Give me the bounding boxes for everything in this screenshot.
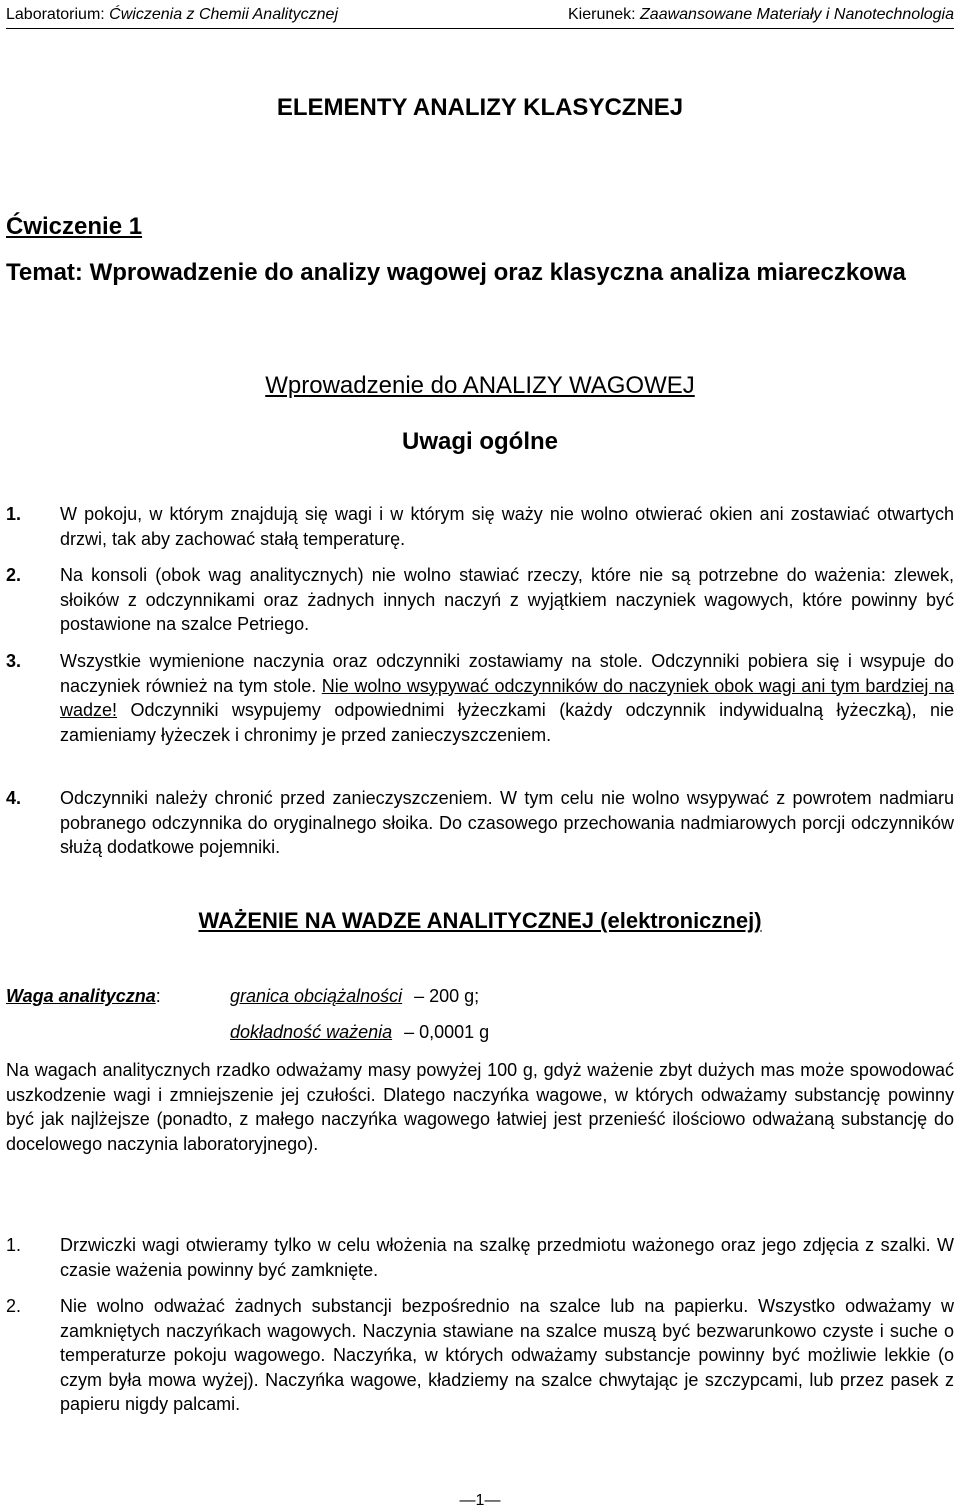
balance-label-colon: : [155, 986, 161, 1006]
header-right-value: Zaawansowane Materiały i Nanotechnologia [640, 6, 954, 23]
header-right [568, 6, 954, 24]
balance-label-spacer [6, 1022, 230, 1043]
item-text: W pokoju, w którym znajdują się wagi i w którym się waży nie wolno otwierać okien ani zostawiać otwartych drzwi, tak aby zachować stałą temperaturę. [60, 504, 954, 549]
spec-accuracy-key: dokładność ważenia [230, 1022, 393, 1042]
spec-load-limit-value: – 200 g; [414, 986, 480, 1006]
header-left-label: Laboratorium: [6, 6, 105, 23]
item-number: 1. [6, 504, 22, 524]
header-left [6, 6, 338, 24]
item-number: 3. [6, 651, 22, 671]
general-item-4 [6, 786, 954, 860]
item-text-a: Wszystkie wymienione naczynia oraz odczynniki zostawiamy na stole. Odczynniki pobiera się i wsypuje do naczyniek również na tym stole. [60, 651, 954, 696]
balance-label [6, 986, 230, 1007]
spec-load-limit-key: granica obciążalności [230, 986, 403, 1006]
item-text: Drzwiczki wagi otwieramy tylko w celu włożenia na szalkę przedmiotu ważonego oraz jego zdjęcia z szalki. W czasie ważenia powinny być zamknięte. [60, 1235, 954, 1280]
exercise-title: Ćwiczenie 1 [6, 213, 143, 240]
section-title: WAŻENIE NA WADZE ANALITYCZNEJ (elektronicznej) [198, 908, 762, 933]
balance-spec-row-2 [6, 1022, 489, 1043]
weighing-item-1 [6, 1233, 954, 1282]
header-right-label: Kierunek: [567, 6, 636, 23]
item-text-underlined: Nie wolno wsypywać odczynników do naczyniek obok wagi ani tym bardziej na wadze! [60, 675, 954, 720]
item-number: 2. [6, 565, 22, 585]
item-number: 4. [6, 788, 22, 808]
balance-label-text: Waga analityczna [6, 986, 156, 1006]
balance-spec-row-1 [6, 986, 479, 1007]
document-title: ELEMENTY ANALIZY KLASYCZNEJ [276, 94, 684, 121]
header-left-value: Ćwiczenia z Chemii Analitycznej [109, 6, 338, 23]
general-item-3 [6, 649, 954, 747]
topic-title: Temat: Wprowadzenie do analizy wagowej oraz klasyczna analiza miareczkowa [6, 259, 906, 286]
general-item-2 [6, 563, 954, 637]
general-item-1 [6, 502, 954, 551]
weighing-paragraph: Na wagach analitycznych rzadko odważamy masy powyżej 100 g, gdyż ważenie zbyt dużych mas może spowodować uszkodzenie wagi i zmniejszenie jej czułości. Dlatego naczyńka wagowe, w których odważamy substancję powinny być jak najlżejsze (ponadto, z małego naczyńka wagowego łatwiej jest przenieść ilościowo odważaną substancję do docelowego naczynia laboratoryjnego). [6, 1060, 954, 1154]
weighing-item-2 [6, 1294, 954, 1417]
item-number: 2. [6, 1296, 22, 1316]
item-text: Nie wolno odważać żadnych substancji bezpośrednio na szalce lub na papierku. Wszystko odważamy w zamkniętych naczyńkach wagowych. Naczynia stawiane na szalce muszą być bezwarunkowo czyste i suche o temperaturze pokoju wagowego. Naczyńka, w których odważamy substancje powinny być możliwie lekkie (o czym była mowa wyżej). Naczyńka wagowe, kładziemy na szalce chwytając je szczypcami, lub przez pasek z papieru nigdy palcami. [60, 1296, 954, 1414]
item-text [60, 649, 954, 747]
spec-accuracy-value: – 0,0001 g [404, 1022, 490, 1042]
item-text-b: Odczynniki wsypujemy odpowiednimi łyżeczkami (każdy odczynnik indywidualną łyżeczką), nie zamieniamy łyżeczek i chronimy je przed zanieczyszczeniem. [60, 700, 954, 745]
item-text: Na konsoli (obok wag analitycznych) nie wolno stawiać rzeczy, które nie są potrzebne do ważenia: zlewek, słoików z odczynnikami oraz żadnych innych naczyń z wyjątkiem naczyniek wagowych, które powinny być postawione na szalce Petriego. [60, 565, 954, 634]
subtitle: Wprowadzenie do ANALIZY WAGOWEJ [265, 372, 695, 399]
page-number: —1— [459, 1492, 501, 1509]
item-text: Odczynniki należy chronić przed zanieczyszczeniem. W tym celu nie wolno wsypywać z powrotem nadmiaru pobranego odczynnika do oryginalnego słoika. Do czasowego przechowania nadmiarowych porcji odczynników służą dodatkowe pojemniki. [60, 788, 954, 857]
general-remarks-title: Uwagi ogólne [402, 428, 558, 455]
item-number: 1. [6, 1235, 22, 1255]
page-header [6, 6, 954, 29]
